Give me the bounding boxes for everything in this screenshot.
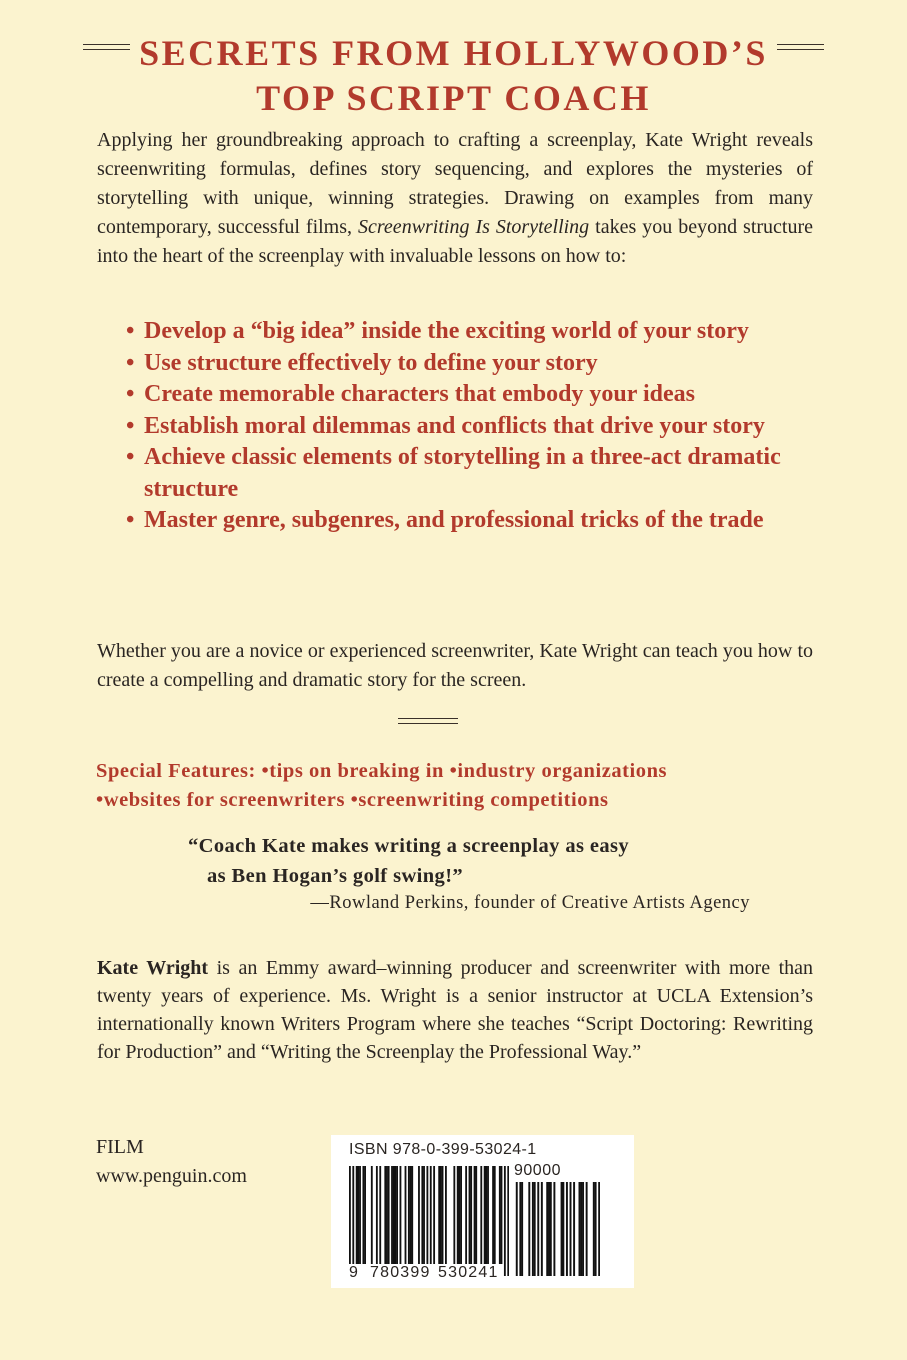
addon-bar [548,1182,550,1276]
barcode-bar [469,1166,471,1264]
barcode [331,1135,634,1288]
barcode-bar [458,1166,460,1264]
barcode-bar [362,1166,364,1264]
quote-line-2: as Ben Hogan’s golf swing!” [207,865,464,887]
barcode-guard-bar [507,1166,509,1276]
barcode-guard-bar [426,1166,428,1276]
isbn-label: ISBN 978-0-399-53024-1 [349,1141,537,1158]
barcode-bar [487,1166,489,1264]
addon-bar [534,1182,536,1276]
barcode-guard-bar [352,1166,354,1276]
barcode-bar [394,1166,396,1264]
addon-bar [570,1182,572,1276]
barcode-bar [421,1166,423,1264]
barcode-bar [393,1166,395,1264]
endorsement-quote [188,831,788,891]
list-item: • Create memorable characters that embody your ideas [126,379,826,411]
barcode-bar [405,1166,407,1264]
barcode-bar [484,1166,486,1264]
addon-bar [521,1182,523,1276]
barcode-bar [433,1166,435,1264]
barcode-bar [356,1166,358,1264]
addon-bar [537,1182,539,1276]
addon-bar [566,1182,568,1276]
barcode-digit-first: 9 [349,1264,360,1281]
barcode-bar [475,1166,477,1264]
lesson-list [126,316,826,537]
list-item: • Master genre, subgenres, and professional tricks of the trade [126,505,826,537]
addon-bar [573,1182,575,1276]
barcode-bar [445,1166,447,1264]
barcode-digits-right: 530241 [435,1264,502,1282]
intro-text-part-2: takes you beyond structure into the heart of the screenplay with invaluable lessons on how to: [97,216,814,267]
features-line-2: •websites for screenwriters •screenwriting competitions [96,789,609,811]
barcode-bar [359,1166,361,1264]
barcode-bar [357,1166,359,1264]
addon-bar [516,1182,518,1276]
barcode-bar [396,1166,398,1264]
headline [0,32,907,119]
intro-paragraph [97,126,813,271]
special-features [96,757,836,815]
addon-bar [580,1182,582,1276]
addon-bar [582,1182,584,1276]
section-divider [398,718,458,724]
barcode-bar [379,1166,381,1264]
features-line-1: Special Features: •tips on breaking in •industry organizations [96,760,668,782]
price-code: 90000 [514,1162,561,1179]
addon-bar [562,1182,564,1276]
barcode-bar [408,1166,410,1264]
addon-bar [550,1182,552,1276]
list-item: • Achieve classic elements of storytelling in a three-act dramatic structure [126,442,826,505]
barcode-guard-bar [349,1166,351,1276]
quote-attribution: —Rowland Perkins, founder of Creative Artists Agency [310,893,750,913]
list-item: • Develop a “big idea” inside the exciting world of your story [126,316,826,348]
author-name: Kate Wright [97,957,209,979]
barcode-bar [386,1166,388,1264]
barcode-guard-bar [430,1166,432,1276]
quote-line-1: “Coach Kate makes writing a screenplay as easy [188,835,630,857]
list-item: • Use structure effectively to define your story [126,348,826,380]
addon-bar [519,1182,521,1276]
addon-bar [586,1182,588,1276]
barcode-bar [499,1166,501,1264]
barcode-bar [474,1166,476,1264]
barcode-bar [388,1166,390,1264]
addon-bar [528,1182,530,1276]
barcode-bar [418,1166,420,1264]
book-title: Screenwriting Is Storytelling [358,216,590,238]
addon-bar [579,1182,581,1276]
barcode-bar [411,1166,413,1264]
barcode-bar [457,1166,459,1264]
publisher-website: www.penguin.com [96,1165,247,1187]
addon-barcode-bars [514,1182,600,1276]
category-block [96,1133,247,1191]
headline-line-2: TOP SCRIPT COACH [256,78,651,118]
barcode-bar [423,1166,425,1264]
barcode-bar [485,1166,487,1264]
addon-bar [541,1182,543,1276]
barcode-bar [410,1166,412,1264]
barcode-digits-left: 780399 [367,1264,434,1282]
barcode-bar [364,1166,366,1264]
barcode-bar [391,1166,393,1264]
barcode-bar [371,1166,373,1264]
barcode-bar [400,1166,402,1264]
intro-text-part-1: Applying her groundbreaking approach to crafting a screenplay, Kate Wright reveals screenwriting formulas, defines story sequencing, and explores the mysteries of storytelling with unique, winning strategies. Drawing on examples from many contemporary, successful films, [97,129,813,238]
closing-paragraph: Whether you are a novice or experienced screenwriter, Kate Wright can teach you how to create a compelling and dramatic story for the screen. [97,640,813,691]
barcode-bar [492,1166,494,1264]
ean-barcode-bars [349,1166,509,1276]
barcode-bar [376,1166,378,1264]
addon-bar [532,1182,534,1276]
barcode-bar [440,1166,442,1264]
barcode-bar [384,1166,386,1264]
barcode-bar [470,1166,472,1264]
list-item: • Establish moral dilemmas and conflicts that drive your story [126,411,826,443]
addon-bar [561,1182,563,1276]
addon-bar [595,1182,597,1276]
barcode-bar [494,1166,496,1264]
barcode-bar [453,1166,455,1264]
addon-bar [598,1182,600,1276]
addon-bar [546,1182,548,1276]
author-bio [97,954,813,1066]
barcode-bar [480,1166,482,1264]
barcode-bar [501,1166,503,1264]
addon-bar [593,1182,595,1276]
barcode-bar [438,1166,440,1264]
addon-bar [553,1182,555,1276]
barcode-bar [465,1166,467,1264]
barcode-guard-bar [504,1166,506,1276]
barcode-bar [442,1166,444,1264]
barcode-bar [460,1166,462,1264]
category-label: FILM [96,1136,144,1158]
headline-line-1: SECRETS FROM HOLLYWOOD’S [139,33,768,73]
author-bio-text: is an Emmy award–winning producer and screenwriter with more than twenty years of experience. Ms. Wright is a senior instructor at UCLA Extension’s internationally known Writers Program where she teaches “Script Doctoring: Rewriting for Production” and “Writing the Screenplay the Professional Way.” [97,957,814,1063]
